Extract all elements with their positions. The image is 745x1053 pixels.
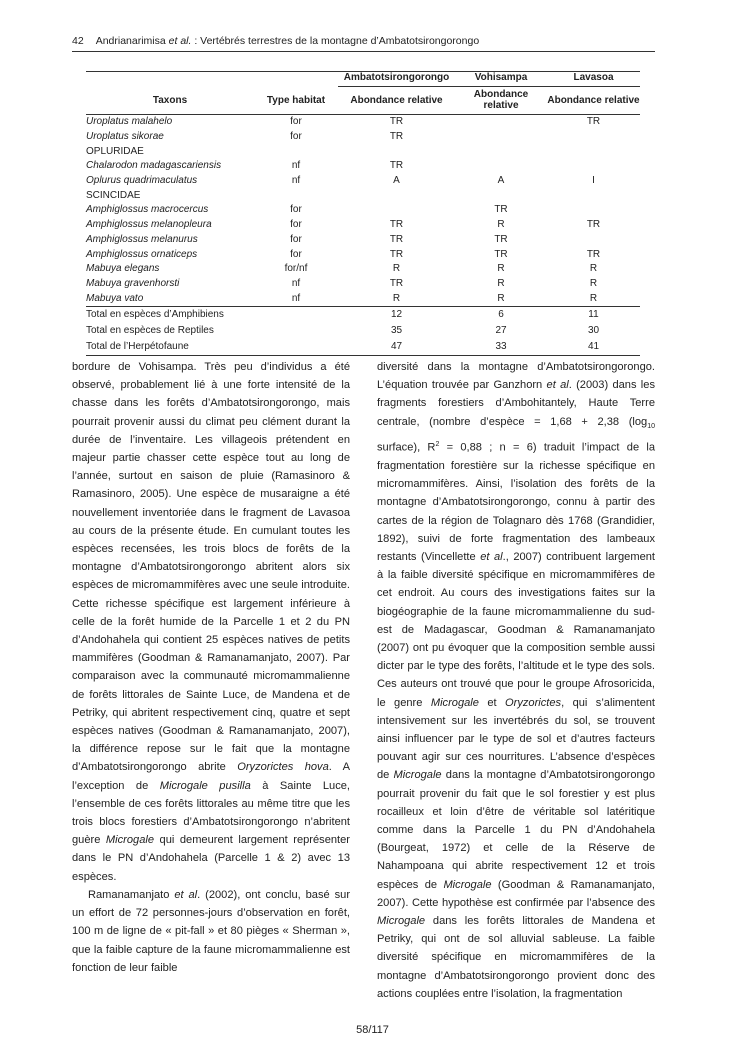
habitat-cell: nf (291, 160, 301, 172)
empty-cell (254, 306, 338, 323)
abundance-cell: TR (389, 277, 404, 289)
abundance-cell: TR (586, 219, 601, 231)
taxon-cell: Amphiglossus ornaticeps (86, 248, 198, 260)
abundance-cell: R (589, 292, 598, 304)
species-row (86, 218, 640, 233)
taxon-cell: Amphiglossus macrocercus (86, 204, 209, 216)
abundance-cell: R (589, 263, 598, 275)
header-title: : Vertébrés terrestres de la montagne d’Ambatotsirongorongo (194, 35, 480, 47)
header-authors: Andrianarimisa (95, 35, 166, 47)
taxon-cell: Oplurus quadrimaculatus (86, 175, 198, 187)
total-label: Total de l’Herpétofaune (86, 339, 254, 356)
total-cell: 11 (547, 306, 640, 323)
abundance-cell (455, 144, 547, 159)
abundance-cell: TR (389, 160, 404, 172)
empty-cell (254, 323, 338, 339)
col-location-0: Ambatotsirongorongo (338, 72, 455, 87)
habitat-cell: for (290, 248, 302, 260)
text-column-left (72, 358, 350, 977)
species-row (86, 159, 640, 174)
total-row (86, 306, 640, 323)
species-row (86, 130, 640, 145)
abundance-cell: R (497, 292, 505, 304)
abundance-cell: TR (494, 204, 508, 216)
total-cell: 6 (455, 306, 547, 323)
abundance-cell (547, 144, 640, 159)
total-cell: 33 (455, 339, 547, 356)
family-row (86, 144, 640, 159)
habitat-cell: nf (291, 175, 301, 187)
habitat-cell (254, 188, 338, 203)
table-body (86, 115, 640, 356)
habitat-cell: for (290, 116, 302, 128)
abundance-cell: TR (389, 116, 404, 128)
taxon-cell: Amphiglossus melanurus (86, 233, 198, 245)
habitat-cell: for (290, 204, 302, 216)
taxon-cell: Mabuya vato (86, 292, 144, 304)
paragraph: diversité dans la montagne d’Ambatotsirongorongo. L’équation trouvée par Ganzhorn et al. (2003) dans les fragments forestiers d’Ambohitantely, Haute Terre centrale, (nombre d’espèce = 1,68 + 2,38 ($\log_{10}$ surface), $R^2 = 0,88$ ; n = 6) traduit l’impact de la fragmentation forestière sur la richesse spécifique en micromammifères. Ainsi, l’isolation des forêts de la montagne d’Ambatotsirongorongo, connu à partir des cartes de la région de Tolagnaro dès 1768 (Grandidier, 1892), suivi de forte fragmentation des lambeaux restants (Vincellette et al., 2007) contribuent largement à la faible diversité spécifique en micromammifères de cet endroit. Au cours des investigations faites sur la biogéographie de la faune micromammalienne du sud-est de Madagascar, Goodman & Ramanamanjato (2007) ont pu évoquer que la composition semble aussi dicter par le type des forêts, l’altitude et le type des sols. Ces auteurs ont trouvé que pour le groupe Afrosoricida, le genre Microgale et Oryzorictes, qui s’alimentent intensivement sur les invertébrés du sol, se trouvent ainsi influencer par le type de sol et d’autres facteurs pouvant agir sur ces nourritures. L’absence d’espèces de Microgale dans la montagne d’Ambatotsirongorongo pourrait provenir du fait que le sol forestier y est plus rocailleux et loin d’être de véritable sol latéritique comme dans la Parcelle 1 du PN d’Andohahela (Bourgeat, 1972) et celle de la Réserve de Nahampoana qui abrite respectivement 12 et trois espèces de Microgale (Goodman & Ramanamanjato, 2007). Cette hypothèse est confirmée par l’absence des Microgale dans les forêts littorales de Mandena et Petriky, qui ont de sol alluvial sableuse. La faible diversité spécifique en micromammifères de la montagne d’Ambatotsirongorongo provient donc des actions couplées entre l’isolation, la fragmentation (377, 361, 656, 1000)
col-location-1: Vohisampa (455, 72, 547, 87)
habitat-cell: for (290, 233, 302, 245)
abundance-cell (547, 203, 640, 218)
abundance-cell: I (592, 175, 595, 187)
abundance-cell (455, 188, 547, 203)
taxon-cell: Amphiglossus melanopleura (86, 219, 212, 231)
abundance-cell: TR (586, 248, 601, 260)
total-label: Total en espèces d’Amphibiens (86, 306, 254, 323)
running-header (72, 35, 655, 52)
taxon-cell: Uroplatus sikorae (86, 131, 164, 143)
habitat-cell: nf (291, 292, 301, 304)
col-abundance-1: Abondance relative (455, 86, 547, 115)
abundance-cell: R (497, 263, 505, 275)
habitat-cell: for (290, 131, 302, 143)
paragraph: bordure de Vohisampa. Très peu d’individus a été observé, probablement lié à une forte intensité de la chasse dans les forêts d’Ambatotsirongorongo, mais pourrait provenir aussi du climat peu clément durant la durée de l’inventaire. Les villageois prétendent en majeur partie chasser cette espèce tout au long de l’année, surtout en saison de pluie (Ramasinoro & Ramasinoro, 2005). Une espèce de musaraigne a été nouvellement inventoriée dans le fragment de Lavasoa au cours de la présente étude. En cumulant toutes les espèces recensées, les trois blocs de forêts de la montagne d’Ambatotsirongorongo abritent alors six espèces de micromammifères avec une seule introduite. Cette richesse spécifique est largement inférieure à celle de la forêt humide de la Parcelle 1 et 2 du PN d’Andohahela qui contient 25 espèces natives de petits mammifères (Goodman & Ramanamanjato, 2007). Par comparaison avec la communauté micromammalienne de forêts littorales de Sainte Luce, de Mandena et de Petriky, qui abritent respectivement cinq, quatre et sept espèces natives (Goodman & Ramanamanjato, 2007), la différence repose sur le fait que la montagne d’Ambatotsirongorongo abrite Oryzorictes hova. A l’exception de Microgale pusilla à Sainte Luce, l’ensemble de ces forêts littorales au même titre que les trois blocs forestiers d’Ambatotsirongorongo n’abritent guère Microgale qui demeurent largement représenter dans le PN d’Andohahela (Parcelle 1 & 2) avec 13 espèces. (72, 361, 350, 883)
abundance-cell: TR (494, 248, 508, 260)
taxon-cell: Chalarodon madagascariensis (86, 160, 222, 172)
total-row (86, 323, 640, 339)
abundance-cell (455, 130, 547, 145)
species-row (86, 262, 640, 277)
abundance-cell: A (393, 175, 400, 187)
species-row (86, 291, 640, 306)
total-label: Total en espèces de Reptiles (86, 324, 214, 336)
total-cell: 30 (587, 324, 600, 336)
abundance-cell (338, 203, 455, 218)
taxon-cell: Uroplatus malahelo (86, 116, 173, 128)
total-cell: 27 (495, 324, 507, 336)
habitat-cell: for/nf (284, 263, 308, 275)
abundance-cell (547, 130, 640, 145)
col-habitat: Type habitat (254, 86, 338, 115)
page-number: 42 (72, 35, 84, 47)
species-row (86, 115, 640, 130)
total-cell: 12 (338, 306, 455, 323)
abundance-cell (338, 188, 455, 203)
abundance-cell: R (589, 277, 598, 289)
col-location-2: Lavasoa (547, 72, 640, 87)
species-row (86, 174, 640, 189)
abundance-cell: R (392, 263, 401, 275)
species-row (86, 277, 640, 292)
empty-cell (254, 339, 338, 356)
header-et-al: et al. (168, 35, 192, 47)
abundance-cell (547, 159, 640, 174)
abundance-cell: R (497, 219, 505, 231)
species-row (86, 233, 640, 248)
abundance-cell: TR (389, 219, 404, 231)
taxon-cell: SCINCIDAE (86, 189, 141, 201)
abundance-cell (455, 115, 547, 130)
col-abundance-0: Abondance relative (338, 86, 455, 115)
total-cell: 47 (338, 339, 455, 356)
species-table (86, 71, 640, 356)
abundance-cell: R (392, 292, 401, 304)
abundance-cell: TR (389, 131, 404, 143)
total-cell: 35 (390, 324, 403, 336)
page-footer: 58/117 (356, 1024, 389, 1036)
paragraph: Ramanamanjato et al. (2002), ont conclu, basé sur un effort de 72 personnes-jours d’observation en forêt, 100 m de ligne de « pit-fall » et 80 pièges « Sherman », que la faible capture de la faune micromammalienne est fonction de leur faible (72, 888, 351, 974)
abundance-cell: TR (494, 233, 508, 245)
col-abundance-2: Abondance relative (547, 86, 640, 115)
taxon-cell: OPLURIDAE (86, 145, 144, 157)
abundance-cell: A (497, 175, 505, 187)
text-column-right (377, 358, 655, 1003)
col-taxa: Taxons (86, 86, 254, 115)
habitat-cell (254, 144, 338, 159)
total-row (86, 339, 640, 356)
abundance-cell: TR (389, 233, 404, 245)
abundance-cell (547, 188, 640, 203)
taxon-cell: Mabuya elegans (86, 263, 160, 275)
total-cell: 41 (547, 339, 640, 356)
family-row (86, 188, 640, 203)
abundance-cell (338, 144, 455, 159)
species-row (86, 247, 640, 262)
abundance-cell: R (497, 277, 505, 289)
abundance-cell (547, 233, 640, 248)
abundance-cell: TR (586, 116, 601, 128)
species-row (86, 203, 640, 218)
habitat-cell: for (290, 219, 302, 231)
abundance-cell: TR (389, 248, 404, 260)
taxon-cell: Mabuya gravenhorsti (86, 277, 180, 289)
habitat-cell: nf (291, 277, 301, 289)
abundance-cell (455, 159, 547, 174)
